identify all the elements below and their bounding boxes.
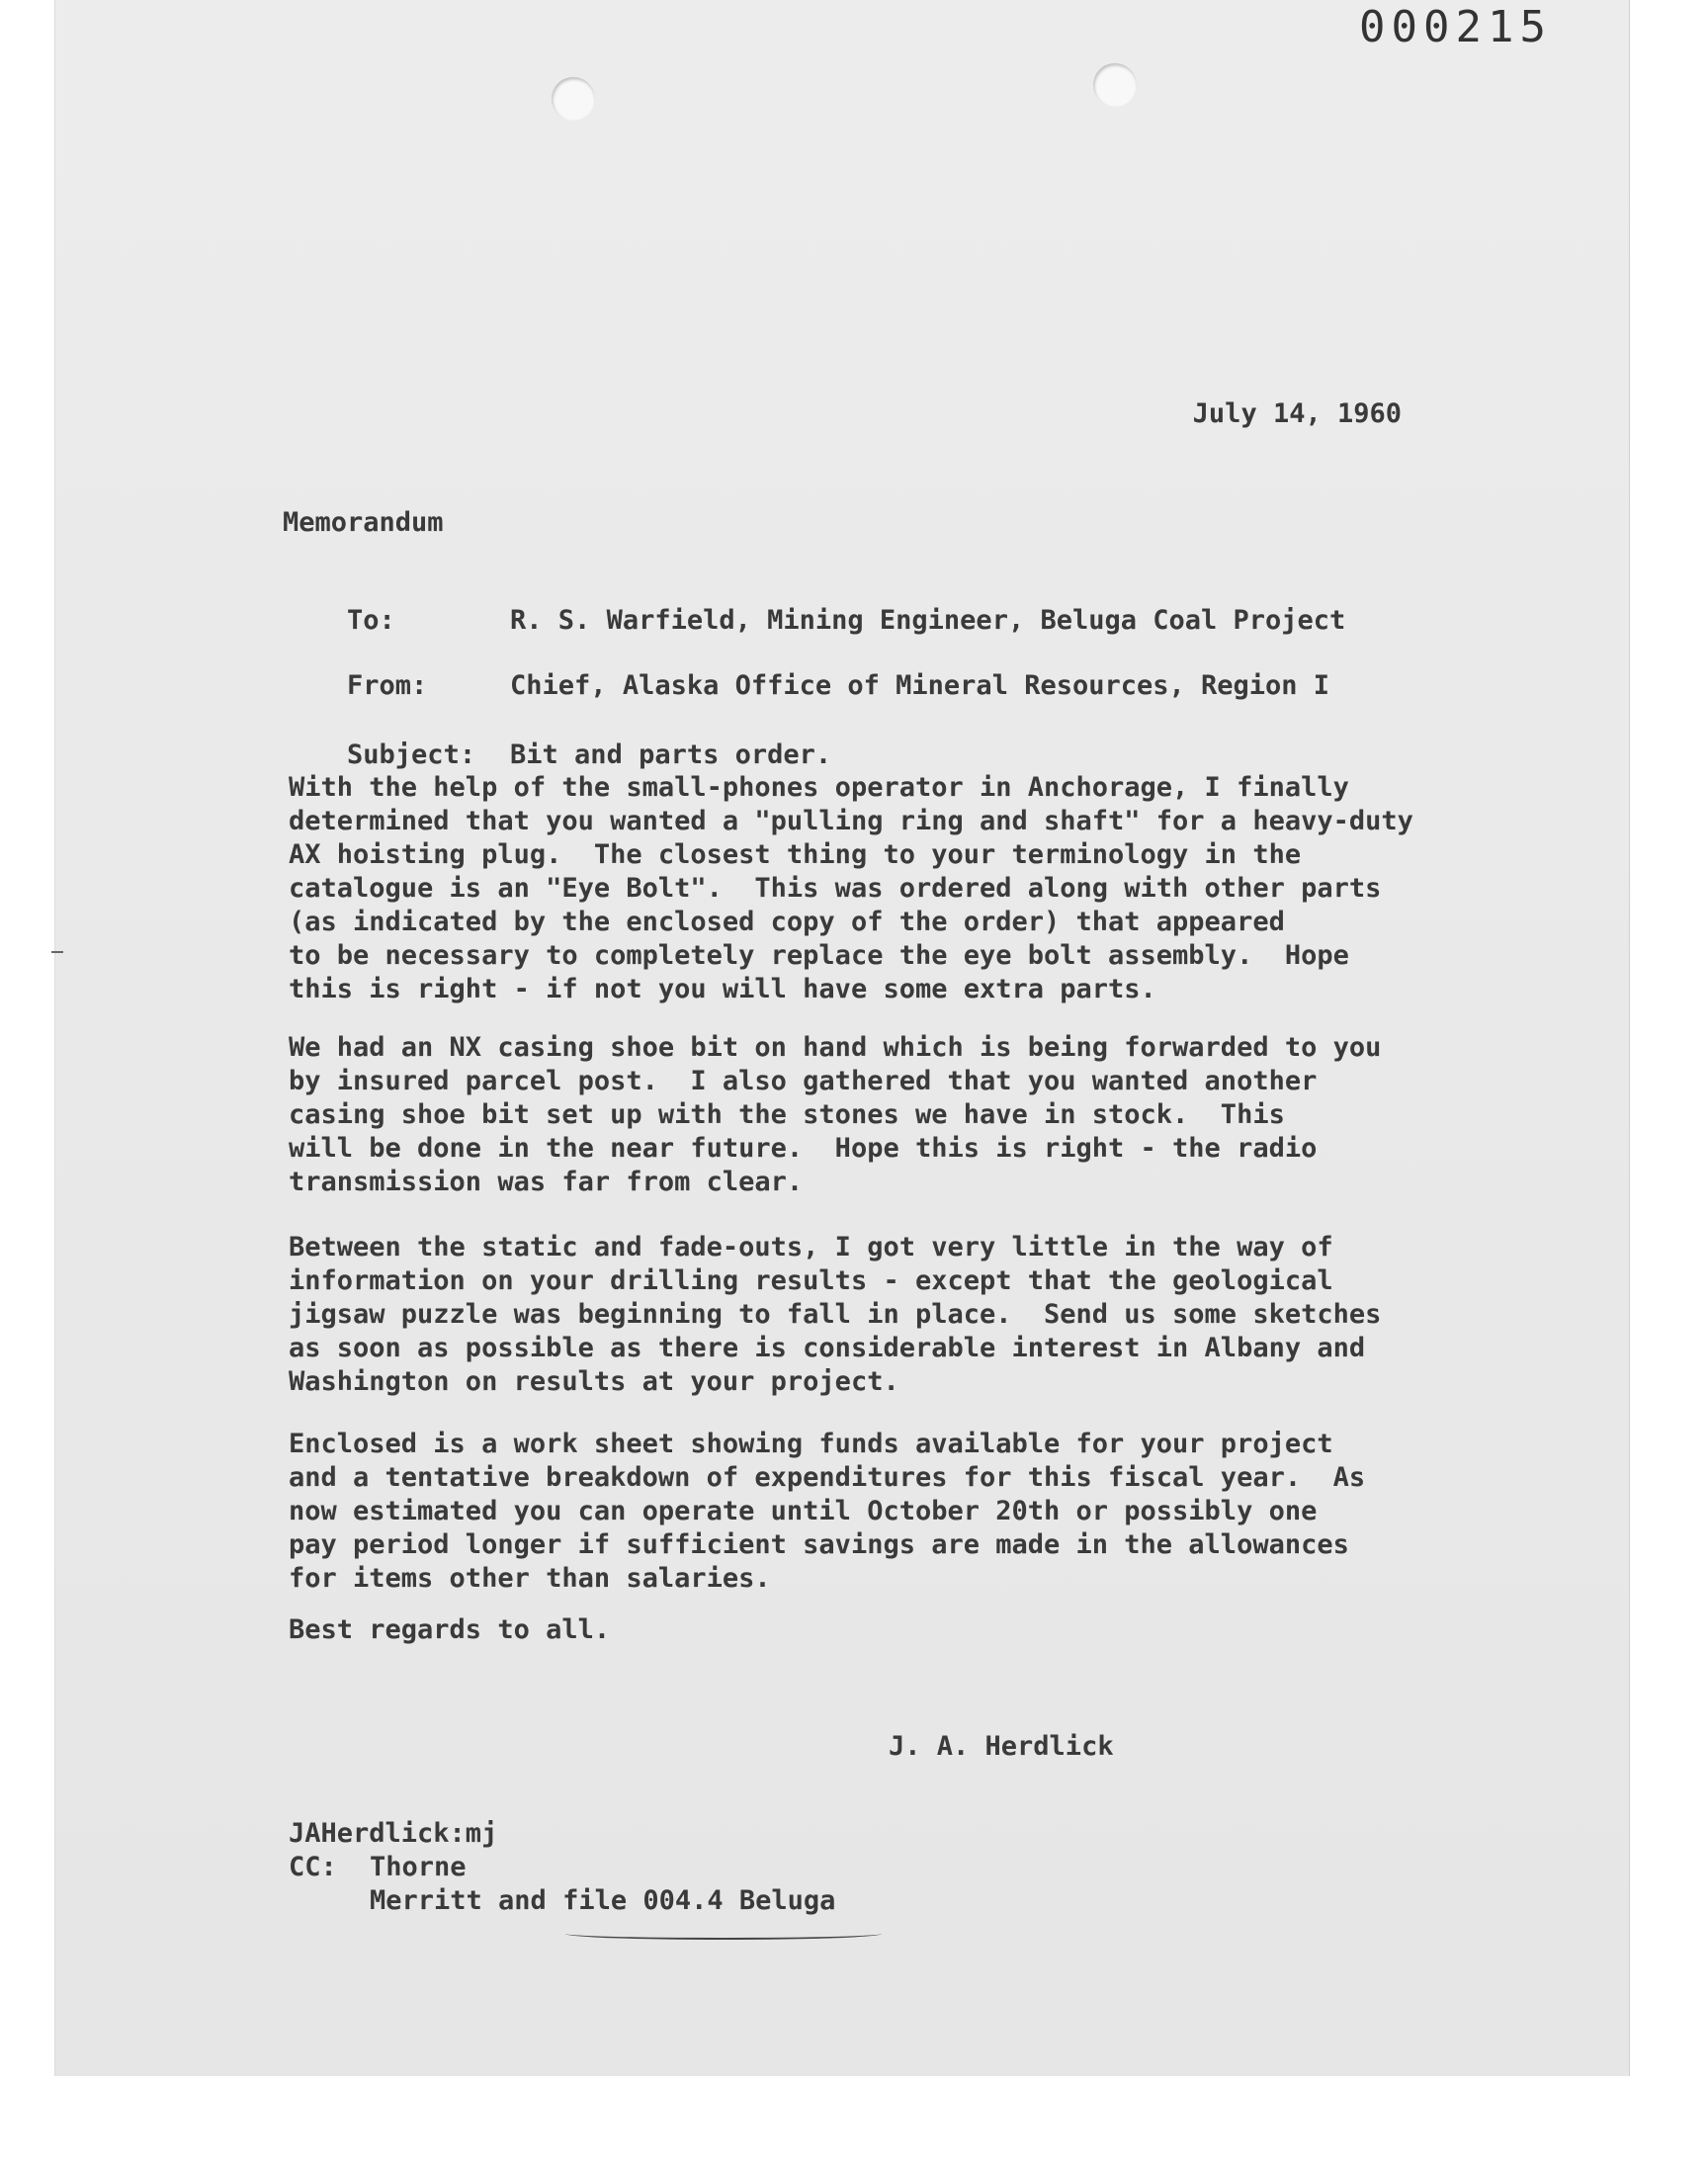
- paragraph-line: now estimated you can operate until October 20th or possibly one: [289, 1496, 1318, 1526]
- typist-initials: JAHerdlick:mj: [289, 1818, 498, 1849]
- punch-hole-left: [552, 77, 595, 121]
- paragraph-line: catalogue is an "Eye Bolt". This was ordered along with other parts: [289, 873, 1382, 904]
- paragraph-line: pay period longer if sufficient savings are made in the allowances: [289, 1529, 1349, 1560]
- closing-line: Best regards to all.: [289, 1614, 611, 1645]
- paragraph-line: Washington on results at your project.: [289, 1366, 899, 1397]
- margin-mark: [51, 951, 63, 953]
- paragraph-line: AX hoisting plug. The closest thing to your terminology in the: [289, 839, 1302, 870]
- paragraph-line: With the help of the small-phones operator in Anchorage, I finally: [289, 772, 1349, 803]
- cc-recipient-1: Thorne: [370, 1852, 467, 1882]
- paragraph-line: determined that you wanted a "pulling ring and shaft" for a heavy-duty: [289, 806, 1413, 836]
- paragraph-line: transmission was far from clear.: [289, 1167, 804, 1197]
- document-page: [55, 0, 1629, 2076]
- paragraph-line: and a tentative breakdown of expenditures for this fiscal year. As: [289, 1462, 1366, 1493]
- paragraph-line: We had an NX casing shoe bit on hand which is being forwarded to you: [289, 1032, 1382, 1063]
- paragraph-3: [289, 1231, 1524, 1399]
- from-label: From:: [347, 670, 428, 701]
- subject-value: Bit and parts order.: [510, 740, 832, 770]
- signature-name: J. A. Herdlick: [889, 1731, 1114, 1762]
- paragraph-line: will be done in the near future. Hope this is right - the radio: [289, 1133, 1318, 1164]
- paragraph-line: information on your drilling results - except that the geological: [289, 1265, 1333, 1296]
- paragraph-line: jigsaw puzzle was beginning to fall in place. Send us some sketches: [289, 1299, 1382, 1330]
- paragraph-line: as soon as possible as there is considerable interest in Albany and: [289, 1333, 1366, 1363]
- memo-date: July 14, 1960: [1192, 398, 1402, 429]
- paragraph-1: [289, 771, 1524, 1006]
- to-value: R. S. Warfield, Mining Engineer, Beluga Coal Project: [510, 605, 1346, 636]
- from-value: Chief, Alaska Office of Mineral Resources, Region I: [510, 670, 1330, 701]
- to-label: To:: [347, 605, 395, 636]
- punch-hole-right: [1093, 63, 1137, 107]
- cc-recipient-2: Merritt and file 004.4 Beluga: [370, 1885, 836, 1916]
- memo-heading: Memorandum: [283, 507, 444, 538]
- paragraph-line: Enclosed is a work sheet showing funds available for your project: [289, 1429, 1333, 1459]
- paragraph-line: by insured parcel post. I also gathered that you wanted another: [289, 1066, 1318, 1096]
- paragraph-line: Between the static and fade-outs, I got very little in the way of: [289, 1232, 1333, 1262]
- document-number: 000215: [1359, 2, 1552, 52]
- paragraph-line: to be necessary to completely replace the eye bolt assembly. Hope: [289, 940, 1349, 971]
- subject-label: Subject:: [347, 740, 476, 770]
- cc-label: CC:: [289, 1852, 337, 1882]
- paragraph-line: (as indicated by the enclosed copy of the order) that appeared: [289, 907, 1285, 937]
- paragraph-line: this is right - if not you will have some extra parts.: [289, 974, 1156, 1004]
- paragraph-line: for items other than salaries.: [289, 1563, 771, 1594]
- handwritten-underline: [565, 1928, 882, 1940]
- paragraph-2: [289, 1031, 1524, 1199]
- paragraph-4: [289, 1428, 1524, 1596]
- paragraph-line: casing shoe bit set up with the stones we have in stock. This: [289, 1099, 1285, 1130]
